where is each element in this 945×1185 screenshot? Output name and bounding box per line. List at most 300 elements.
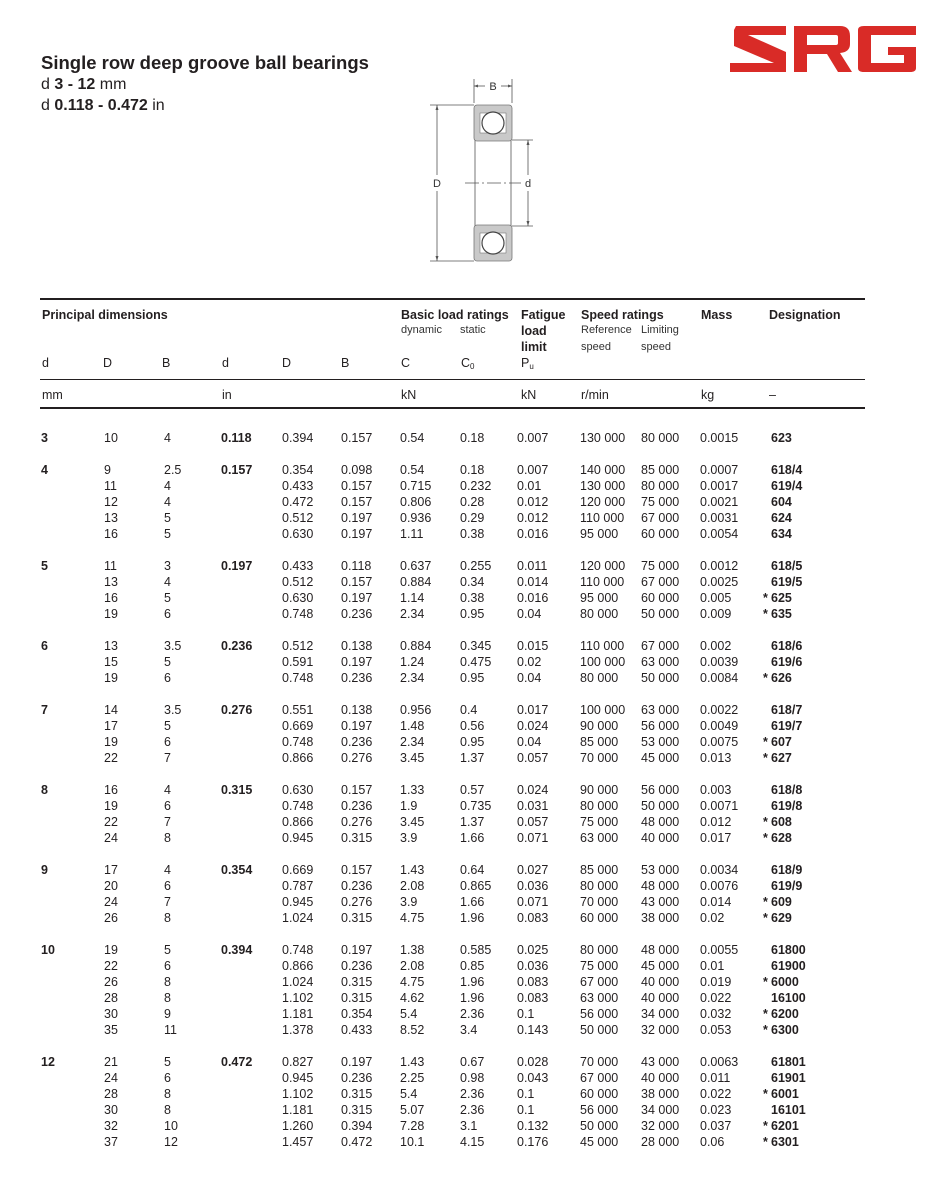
reference-speed: 100 000: [580, 655, 626, 669]
outer-diameter-mm: 26: [104, 975, 118, 989]
outer-diameter-in: 0.669: [282, 719, 314, 733]
limiting-speed: 40 000: [641, 991, 680, 1005]
static-load-rating: 0.4: [460, 703, 478, 717]
width-in: 0.315: [341, 991, 373, 1005]
designation-code: 619/4: [771, 479, 803, 493]
width-in: 0.157: [341, 783, 373, 797]
outer-diameter-in: 0.787: [282, 879, 314, 893]
designation: [771, 638, 802, 654]
designation-code: 607: [771, 735, 792, 749]
bore-group: [40, 638, 865, 686]
width-in: 0.276: [341, 895, 373, 909]
bore-diameter-mm: 5: [41, 559, 48, 573]
dynamic-load-rating: 0.884: [400, 639, 432, 653]
outer-diameter-in: 1.102: [282, 991, 314, 1005]
fatigue-load-limit: 0.083: [517, 911, 549, 925]
static-load-rating: 1.37: [460, 751, 485, 765]
table-row: [40, 942, 865, 958]
header-sym-B: B: [162, 356, 171, 370]
designation: [763, 1086, 799, 1102]
designation-code: 619/8: [771, 799, 803, 813]
width-in: 0.236: [341, 735, 373, 749]
static-load-rating: 0.585: [460, 943, 492, 957]
fatigue-load-limit: 0.1: [517, 1087, 535, 1101]
outer-diameter-mm: 16: [104, 783, 118, 797]
width-mm: 6: [164, 1071, 171, 1085]
designation: [763, 1118, 799, 1134]
width-in: 0.197: [341, 655, 373, 669]
static-load-rating: 0.85: [460, 959, 485, 973]
table-row: [40, 1086, 865, 1102]
width-in: 0.276: [341, 815, 373, 829]
bore-group: [40, 558, 865, 622]
designation-code: 619/7: [771, 719, 803, 733]
width-mm: 4: [164, 479, 171, 493]
arrow-head: [508, 85, 512, 88]
page-title: Single row deep groove ball bearings: [41, 52, 369, 73]
table-row: [40, 862, 865, 878]
popular-item-marker: *: [763, 591, 768, 605]
outer-diameter-in: 0.945: [282, 831, 314, 845]
width-mm: 4: [164, 575, 171, 589]
mass: 0.0039: [700, 655, 739, 669]
table-row: [40, 1022, 865, 1038]
static-load-rating: 0.28: [460, 495, 485, 509]
outer-diameter-mm: 15: [104, 655, 118, 669]
designation: [771, 494, 792, 510]
fatigue-load-limit: 0.007: [517, 431, 549, 445]
dynamic-load-rating: 2.34: [400, 735, 425, 749]
width-mm: 2.5: [164, 463, 182, 477]
limiting-speed: 34 000: [641, 1007, 680, 1021]
table-row: [40, 958, 865, 974]
dynamic-load-rating: 4.75: [400, 911, 425, 925]
header-sym-d-in: d: [222, 356, 229, 370]
table-row: [40, 1054, 865, 1070]
mass: 0.0084: [700, 671, 739, 685]
static-load-rating: 0.67: [460, 1055, 485, 1069]
dynamic-load-rating: 0.715: [400, 479, 432, 493]
designation: [771, 718, 802, 734]
static-load-rating: 2.36: [460, 1103, 485, 1117]
table-top-rule: [40, 298, 865, 300]
dynamic-load-rating: 2.34: [400, 671, 425, 685]
designation: [763, 1134, 799, 1150]
designation: [763, 606, 792, 622]
reference-speed: 63 000: [580, 991, 619, 1005]
table-row: [40, 990, 865, 1006]
width-in: 0.197: [341, 511, 373, 525]
table-header-rule: [40, 379, 865, 380]
width-mm: 3: [164, 559, 171, 573]
bore-diameter-mm: 9: [41, 863, 48, 877]
bore-group: [40, 782, 865, 846]
header-fatigue: Fatigue: [521, 308, 566, 322]
outer-diameter-mm: 20: [104, 879, 118, 893]
table-row: [40, 462, 865, 478]
unit-kn-fatigue: kN: [521, 388, 537, 402]
mass: 0.017: [700, 831, 732, 845]
outer-diameter-in: 1.181: [282, 1103, 314, 1117]
reference-speed: 95 000: [580, 527, 619, 541]
outer-diameter-mm: 17: [104, 863, 118, 877]
width-mm: 12: [164, 1135, 178, 1149]
reference-speed: 75 000: [580, 815, 619, 829]
popular-item-marker: *: [763, 735, 768, 749]
outer-diameter-in: 0.354: [282, 463, 314, 477]
width-mm: 7: [164, 815, 171, 829]
outer-diameter-mm: 13: [104, 575, 118, 589]
outer-diameter-in: 0.551: [282, 703, 314, 717]
limiting-speed: 85 000: [641, 463, 680, 477]
reference-speed: 130 000: [580, 479, 626, 493]
table-row: [40, 638, 865, 654]
fatigue-load-limit: 0.057: [517, 815, 549, 829]
static-load-rating: 1.66: [460, 895, 485, 909]
static-load-rating: 0.95: [460, 735, 485, 749]
reference-speed: 70 000: [580, 1055, 619, 1069]
label-D: D: [433, 178, 441, 190]
designation: [763, 734, 792, 750]
width-in: 0.354: [341, 1007, 373, 1021]
reference-speed: 63 000: [580, 831, 619, 845]
range-unit: mm: [99, 76, 127, 93]
width-mm: 6: [164, 959, 171, 973]
fatigue-load-limit: 0.043: [517, 1071, 549, 1085]
outer-diameter-mm: 37: [104, 1135, 118, 1149]
limiting-speed: 75 000: [641, 495, 680, 509]
designation: [763, 910, 792, 926]
fatigue-load-limit: 0.036: [517, 959, 549, 973]
dynamic-load-rating: 1.43: [400, 863, 425, 877]
mass: 0.023: [700, 1103, 732, 1117]
designation: [771, 462, 802, 478]
mass: 0.0076: [700, 879, 739, 893]
table-row: [40, 798, 865, 814]
outer-diameter-mm: 12: [104, 495, 118, 509]
designation-code: 618/4: [771, 463, 803, 477]
static-load-rating: 0.345: [460, 639, 492, 653]
header-limit: limit: [521, 340, 547, 354]
mass: 0.0021: [700, 495, 739, 509]
mass: 0.0054: [700, 527, 739, 541]
popular-item-marker: *: [763, 1023, 768, 1037]
mass: 0.0034: [700, 863, 739, 877]
fatigue-load-limit: 0.014: [517, 575, 549, 589]
designation: [771, 798, 802, 814]
designation-code: 628: [771, 831, 792, 845]
width-mm: 10: [164, 1119, 178, 1133]
limiting-speed: 67 000: [641, 639, 680, 653]
dynamic-load-rating: 5.07: [400, 1103, 425, 1117]
bore-diameter-mm: 6: [41, 639, 48, 653]
arrow-head: [436, 256, 439, 261]
mass: 0.0031: [700, 511, 739, 525]
designation-code: 624: [771, 511, 792, 525]
reference-speed: 60 000: [580, 1087, 619, 1101]
dynamic-load-rating: 7.28: [400, 1119, 425, 1133]
width-in: 0.236: [341, 799, 373, 813]
reference-speed: 140 000: [580, 463, 626, 477]
width-mm: 8: [164, 991, 171, 1005]
width-in: 0.197: [341, 943, 373, 957]
designation-code: 61800: [771, 943, 806, 957]
mass: 0.011: [700, 1071, 731, 1085]
width-in: 0.236: [341, 607, 373, 621]
outer-diameter-in: 1.457: [282, 1135, 314, 1149]
dynamic-load-rating: 2.25: [400, 1071, 425, 1085]
fatigue-load-limit: 0.02: [517, 655, 542, 669]
table-row: [40, 910, 865, 926]
srg-logo: [728, 24, 918, 74]
fatigue-load-limit: 0.012: [517, 495, 549, 509]
designation: [763, 830, 792, 846]
fatigue-load-limit: 0.083: [517, 991, 549, 1005]
outer-diameter-in: 1.102: [282, 1087, 314, 1101]
outer-diameter-in: 0.945: [282, 895, 314, 909]
outer-diameter-in: 0.512: [282, 511, 314, 525]
designation: [771, 510, 792, 526]
table-row: [40, 654, 865, 670]
outer-diameter-in: 1.024: [282, 911, 314, 925]
fatigue-load-limit: 0.083: [517, 975, 549, 989]
reference-speed: 80 000: [580, 671, 619, 685]
designation-code: 618/9: [771, 863, 803, 877]
outer-diameter-mm: 19: [104, 735, 118, 749]
width-mm: 5: [164, 655, 171, 669]
designation: [771, 574, 802, 590]
popular-item-marker: *: [763, 831, 768, 845]
outer-diameter-in: 0.748: [282, 799, 314, 813]
designation-code: 6200: [771, 1007, 799, 1021]
static-load-rating: 0.34: [460, 575, 485, 589]
unit-in: in: [222, 388, 232, 402]
reference-speed: 90 000: [580, 719, 619, 733]
limiting-speed: 40 000: [641, 831, 680, 845]
designation: [771, 1070, 806, 1086]
mass: 0.01: [700, 959, 725, 973]
width-in: 0.315: [341, 911, 373, 925]
width-in: 0.236: [341, 1071, 373, 1085]
popular-item-marker: *: [763, 975, 768, 989]
width-mm: 8: [164, 831, 171, 845]
designation-code: 618/8: [771, 783, 803, 797]
width-mm: 5: [164, 719, 171, 733]
static-load-rating: 0.95: [460, 671, 485, 685]
fatigue-load-limit: 0.071: [517, 895, 549, 909]
header-basic-load-ratings: Basic load ratings: [401, 308, 509, 322]
width-mm: 5: [164, 1055, 171, 1069]
header-sym-C0: [461, 356, 474, 371]
reference-speed: 70 000: [580, 751, 619, 765]
bore-diameter-mm: 7: [41, 703, 48, 717]
table-row: [40, 526, 865, 542]
designation-code: 604: [771, 495, 792, 509]
reference-speed: 60 000: [580, 911, 619, 925]
table-row: [40, 750, 865, 766]
designation-code: 619/9: [771, 879, 803, 893]
outer-diameter-mm: 11: [104, 479, 117, 493]
dynamic-load-rating: 2.08: [400, 879, 425, 893]
table-row: [40, 1134, 865, 1150]
width-in: 0.197: [341, 591, 373, 605]
dynamic-load-rating: 1.24: [400, 655, 425, 669]
table-row: [40, 878, 865, 894]
fatigue-load-limit: 0.027: [517, 863, 549, 877]
mass: 0.022: [700, 1087, 732, 1101]
limiting-speed: 40 000: [641, 1071, 680, 1085]
bore-group: [40, 862, 865, 926]
designation: [771, 942, 806, 958]
header-reference: Reference: [581, 324, 632, 336]
range-prefix: d: [41, 97, 50, 114]
fatigue-load-limit: 0.012: [517, 511, 549, 525]
range-value: 0.118 - 0.472: [54, 97, 148, 114]
width-in: 0.157: [341, 863, 373, 877]
range-unit: in: [152, 97, 165, 114]
mass: 0.009: [700, 607, 732, 621]
limiting-speed: 34 000: [641, 1103, 680, 1117]
limiting-speed: 56 000: [641, 783, 680, 797]
static-load-rating: 0.64: [460, 863, 485, 877]
designation-code: 6000: [771, 975, 799, 989]
limiting-speed: 43 000: [641, 895, 680, 909]
table-row: [40, 670, 865, 686]
range-prefix: d: [41, 76, 50, 93]
header-sym-D: D: [103, 356, 113, 370]
dynamic-load-rating: 5.4: [400, 1007, 418, 1021]
bearing-section-top: [474, 105, 512, 141]
fatigue-load-limit: 0.04: [517, 671, 542, 685]
width-in: 0.472: [341, 1135, 373, 1149]
dynamic-load-rating: 0.637: [400, 559, 432, 573]
designation-code: 618/6: [771, 639, 803, 653]
outer-diameter-in: 0.433: [282, 559, 314, 573]
header-sym-Pu: [521, 356, 534, 371]
table-row: [40, 830, 865, 846]
fatigue-load-limit: 0.04: [517, 607, 542, 621]
fatigue-load-limit: 0.036: [517, 879, 549, 893]
static-load-rating: 0.29: [460, 511, 485, 525]
fatigue-load-limit: 0.071: [517, 831, 549, 845]
dynamic-load-rating: 0.54: [400, 431, 425, 445]
table-row: [40, 702, 865, 718]
header-load: load: [521, 324, 547, 338]
width-in: 0.197: [341, 719, 373, 733]
reference-speed: 50 000: [580, 1119, 619, 1133]
designation: [771, 430, 792, 446]
width-mm: 6: [164, 735, 171, 749]
fatigue-load-limit: 0.132: [517, 1119, 549, 1133]
reference-speed: 56 000: [580, 1007, 619, 1021]
table-row: [40, 606, 865, 622]
designation: [763, 894, 792, 910]
width-in: 0.138: [341, 639, 373, 653]
table-row: [40, 734, 865, 750]
bore-group: [40, 462, 865, 542]
static-load-rating: 0.18: [460, 431, 485, 445]
outer-diameter-mm: 30: [104, 1103, 118, 1117]
designation-code: 623: [771, 431, 792, 445]
table-body: [40, 430, 865, 1166]
dynamic-load-rating: 0.806: [400, 495, 432, 509]
mass: 0.019: [700, 975, 732, 989]
bore-diameter-in: 0.315: [221, 783, 253, 797]
width-mm: 5: [164, 527, 171, 541]
fatigue-load-limit: 0.143: [517, 1023, 549, 1037]
bore-group: [40, 1054, 865, 1150]
outer-diameter-in: 0.630: [282, 783, 314, 797]
header-sym-B-in: B: [341, 356, 350, 370]
mass: 0.014: [700, 895, 732, 909]
width-mm: 11: [164, 1023, 177, 1037]
bore-group: [40, 942, 865, 1038]
outer-diameter-mm: 19: [104, 671, 118, 685]
width-in: 0.315: [341, 1087, 373, 1101]
title-block: [41, 52, 369, 116]
width-mm: 7: [164, 751, 171, 765]
designation-code: 608: [771, 815, 792, 829]
limiting-speed: 60 000: [641, 527, 680, 541]
fatigue-load-limit: 0.057: [517, 751, 549, 765]
dynamic-load-rating: 4.75: [400, 975, 425, 989]
mass: 0.02: [700, 911, 725, 925]
limiting-speed: 53 000: [641, 863, 680, 877]
reference-speed: 120 000: [580, 559, 626, 573]
outer-diameter-mm: 24: [104, 831, 118, 845]
fatigue-load-limit: 0.025: [517, 943, 549, 957]
static-load-rating: 2.36: [460, 1087, 485, 1101]
outer-diameter-mm: 19: [104, 799, 118, 813]
reference-speed: 120 000: [580, 495, 626, 509]
designation-code: 16101: [771, 1103, 806, 1117]
limiting-speed: 48 000: [641, 879, 680, 893]
designation-code: 6300: [771, 1023, 799, 1037]
designation-code: 619/5: [771, 575, 803, 589]
reference-speed: 80 000: [580, 879, 619, 893]
outer-diameter-mm: 10: [104, 431, 118, 445]
width-in: 0.157: [341, 431, 373, 445]
outer-diameter-mm: 19: [104, 607, 118, 621]
table-row: [40, 974, 865, 990]
limiting-speed: 48 000: [641, 815, 680, 829]
designation-code: 626: [771, 671, 792, 685]
limiting-speed: 80 000: [641, 431, 680, 445]
header-limiting-speed: speed: [641, 341, 671, 353]
bore-diameter-mm: 12: [41, 1055, 55, 1069]
reference-speed: 56 000: [580, 1103, 619, 1117]
dynamic-load-rating: 1.14: [400, 591, 425, 605]
ball: [482, 112, 504, 134]
static-load-rating: 0.56: [460, 719, 485, 733]
designation-code: 625: [771, 591, 792, 605]
width-mm: 6: [164, 879, 171, 893]
outer-diameter-mm: 28: [104, 991, 118, 1005]
mass: 0.0071: [700, 799, 739, 813]
outer-diameter-mm: 13: [104, 639, 118, 653]
static-load-rating: 1.66: [460, 831, 485, 845]
static-load-rating: 0.38: [460, 527, 485, 541]
unit-designation: –: [769, 388, 776, 402]
reference-speed: 95 000: [580, 591, 619, 605]
outer-diameter-mm: 24: [104, 895, 118, 909]
ball: [482, 232, 504, 254]
designation-code: 618/7: [771, 703, 803, 717]
outer-diameter-in: 0.945: [282, 1071, 314, 1085]
table-row: [40, 814, 865, 830]
outer-diameter-in: 0.472: [282, 495, 314, 509]
outer-diameter-mm: 17: [104, 719, 118, 733]
